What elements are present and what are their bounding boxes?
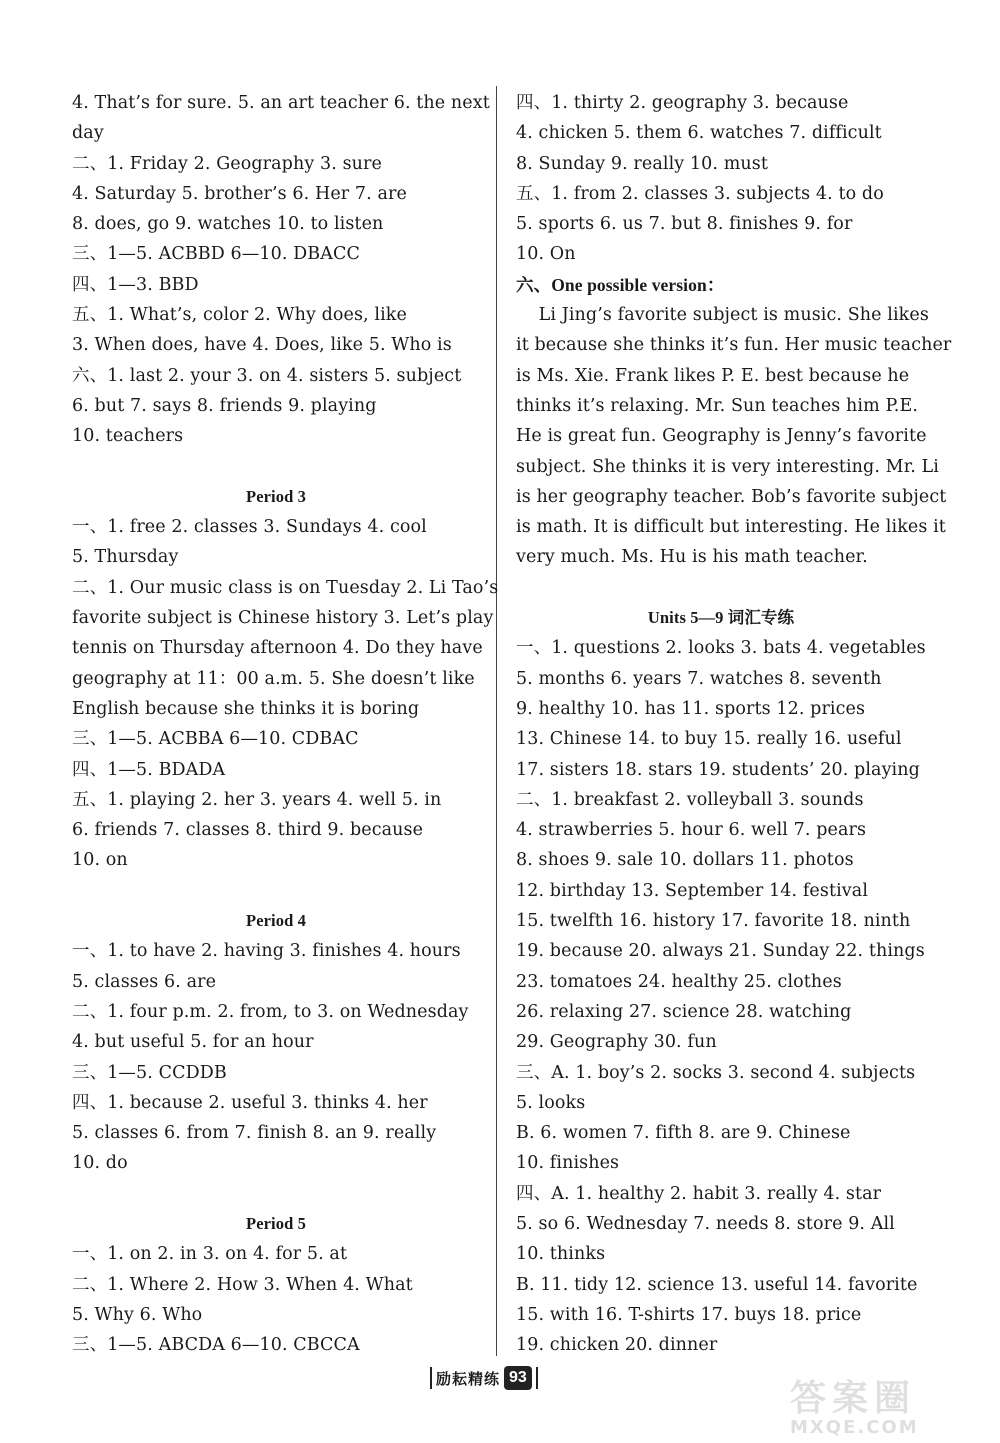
column-divider: [496, 86, 497, 1356]
answer-line: 10. on: [72, 850, 128, 871]
spacer: [72, 876, 480, 906]
right-column: [516, 88, 952, 1360]
answer-line: 5. classes 6. are: [72, 971, 217, 992]
answer-line: 四、1—3. BBD: [72, 274, 199, 295]
answer-line: it because she thinks it’s fun. Her music teacher: [516, 335, 952, 356]
answer-line: B. 6. women 7. fifth 8. are 9. Chinese: [516, 1123, 851, 1144]
left-column: [72, 88, 499, 1360]
answer-line: 10. finishes: [516, 1153, 620, 1174]
answer-line: subject. She thinks it is very interesting. Mr. Li: [516, 456, 939, 477]
answer-line: 5. classes 6. from 7. finish 8. an 9. really: [72, 1123, 437, 1144]
answer-line: Li Jing’s favorite subject is music. She likes: [516, 305, 929, 326]
answer-line: 三、1—5. ABCDA 6—10. CBCCA: [72, 1335, 360, 1356]
answer-line: 5. Thursday: [72, 547, 179, 568]
answer-line: 五、1. playing 2. her 3. years 4. well 5. in: [72, 789, 442, 810]
answer-line: 15. twelfth 16. history 17. favorite 18. ninth: [516, 911, 911, 932]
answer-line: 5. months 6. years 7. watches 8. seventh: [516, 668, 882, 689]
answer-line: 五、1. from 2. classes 3. subjects 4. to do: [516, 183, 884, 204]
answer-line: 一、1. to have 2. having 3. finishes 4. hours: [72, 941, 461, 962]
answer-line: is her geography teacher. Bob’s favorite subject: [516, 486, 947, 507]
period3-answers: [72, 512, 499, 876]
answer-line: He is great fun. Geography is Jenny’s favorite: [516, 426, 927, 447]
page-number: 93: [504, 1366, 532, 1390]
answer-line: 三、1—5. CCDDB: [72, 1062, 227, 1083]
answer-line: thinks it’s relaxing. Mr. Sun teaches him P.E.: [516, 395, 918, 416]
answer-line: is math. It is difficult but interesting. He likes it: [516, 517, 946, 538]
answer-line: 二、1. four p.m. 2. from, to 3. on Wednesday: [72, 1001, 469, 1022]
answer-line: 8. does, go 9. watches 10. to listen: [72, 214, 384, 235]
spacer: [72, 1179, 480, 1209]
answer-line: 二、1. breakfast 2. volleyball 3. sounds: [516, 789, 864, 810]
footer-bar-right: [536, 1367, 538, 1389]
answer-line: 二、1. Our music class is on Tuesday 2. Li Tao’s: [72, 577, 499, 598]
watermark: [790, 1370, 990, 1440]
answer-line: 六、1. last 2. your 3. on 4. sisters 5. subject: [72, 365, 462, 386]
answer-line: 17. sisters 18. stars 19. students’ 20. playing: [516, 759, 920, 780]
answer-line: tennis on Thursday afternoon 4. Do they have: [72, 638, 483, 659]
period4-answers: [72, 936, 480, 1178]
answer-line: 10. On: [516, 244, 576, 265]
answer-line: 一、1. questions 2. looks 3. bats 4. vegetables: [516, 638, 926, 659]
units-title: Units 5—9 词汇专练: [647, 608, 795, 628]
period5-answers: [72, 1239, 480, 1360]
answer-line: 5. so 6. Wednesday 7. needs 8. store 9. All: [516, 1213, 895, 1234]
answer-line: 4. chicken 5. them 6. watches 7. difficult: [516, 123, 882, 144]
answer-line: 8. Sunday 9. really 10. must: [516, 153, 769, 174]
answer-line: 四、1. because 2. useful 3. thinks 4. her: [72, 1092, 428, 1113]
answer-line: favorite subject is Chinese history 3. Let’s play: [72, 608, 494, 629]
left-block1: [72, 88, 490, 452]
answer-line: 一、1. on 2. in 3. on 4. for 5. at: [72, 1244, 348, 1265]
essay-heading: 六、One possible version：: [516, 274, 725, 295]
answer-line: 4. That’s for sure. 5. an art teacher 6. the next: [72, 93, 490, 113]
watermark-bottom: MXQE.COM: [790, 1417, 919, 1438]
answer-line: 19. chicken 20. dinner: [516, 1335, 718, 1356]
answer-line: 8. shoes 9. sale 10. dollars 11. photos: [516, 850, 854, 871]
answer-line: 12. birthday 13. September 14. festival: [516, 880, 869, 901]
answer-line: 三、1—5. ACBBA 6—10. CDBAC: [72, 729, 359, 750]
answer-line: 10. thinks: [516, 1244, 606, 1265]
footer-brand: 励耘精练: [436, 1369, 501, 1388]
period4-title: Period 4: [246, 911, 306, 931]
answer-line: 4. strawberries 5. hour 6. well 7. pears: [516, 820, 867, 841]
essay-body: [516, 300, 952, 573]
answer-line: 23. tomatoes 24. healthy 25. clothes: [516, 971, 842, 992]
answer-line: 10. teachers: [72, 426, 184, 447]
answer-line: 四、1—5. BDADA: [72, 759, 226, 780]
answer-line: day: [72, 123, 104, 144]
answer-line: 29. Geography 30. fun: [516, 1032, 717, 1053]
answer-line: is Ms. Xie. Frank likes P. E. best because he: [516, 365, 910, 386]
answer-line: 三、1—5. ACBBD 6—10. DBACC: [72, 244, 360, 265]
period5-title: Period 5: [246, 1213, 306, 1233]
answer-line: 6. but 7. says 8. friends 9. playing: [72, 395, 377, 416]
answer-line: 五、1. What’s, color 2. Why does, like: [72, 305, 407, 326]
answer-line: 10. do: [72, 1153, 128, 1174]
answer-line: 四、1. thirty 2. geography 3. because: [516, 93, 849, 113]
answer-line: 5. sports 6. us 7. but 8. finishes 9. for: [516, 214, 853, 235]
answer-line: 4. but useful 5. for an hour: [72, 1032, 314, 1053]
units-answers: [516, 633, 926, 1360]
answer-line: 5. Why 6. Who: [72, 1304, 203, 1325]
footer-bar-left: [430, 1367, 432, 1389]
answer-line: 15. with 16. T-shirts 17. buys 18. price: [516, 1304, 862, 1325]
answer-line: 4. Saturday 5. brother’s 6. Her 7. are: [72, 183, 407, 204]
spacer: [516, 573, 926, 603]
answer-line: 5. looks: [516, 1092, 586, 1113]
answer-line: 四、A. 1. healthy 2. habit 3. really 4. star: [516, 1183, 882, 1204]
right-block1: [516, 88, 926, 270]
answer-line: 二、1. Where 2. How 3. When 4. What: [72, 1274, 413, 1295]
answer-line: 26. relaxing 27. science 28. watching: [516, 1001, 852, 1022]
answer-line: 19. because 20. always 21. Sunday 22. things: [516, 941, 925, 962]
answer-line: very much. Ms. Hu is his math teacher.: [516, 547, 868, 568]
answer-line: 三、A. 1. boy’s 2. socks 3. second 4. subjects: [516, 1062, 916, 1083]
answer-line: 二、1. Friday 2. Geography 3. sure: [72, 153, 382, 174]
answer-line: geography at 11：00 a.m. 5. She doesn’t like: [72, 668, 475, 689]
answer-line: 9. healthy 10. has 11. sports 12. prices: [516, 698, 866, 719]
answer-line: 13. Chinese 14. to buy 15. really 16. useful: [516, 729, 902, 750]
answer-line: 6. friends 7. classes 8. third 9. because: [72, 820, 424, 841]
answer-line: 一、1. free 2. classes 3. Sundays 4. cool: [72, 517, 427, 538]
period3-title: Period 3: [246, 486, 306, 506]
spacer: [72, 452, 480, 482]
watermark-top: 答案圈: [790, 1378, 917, 1419]
page-footer: [430, 1366, 538, 1390]
answer-line: 3. When does, have 4. Does, like 5. Who is: [72, 335, 452, 356]
answer-line: B. 11. tidy 12. science 13. useful 14. favorite: [516, 1274, 918, 1295]
answer-line: English because she thinks it is boring: [72, 698, 420, 719]
